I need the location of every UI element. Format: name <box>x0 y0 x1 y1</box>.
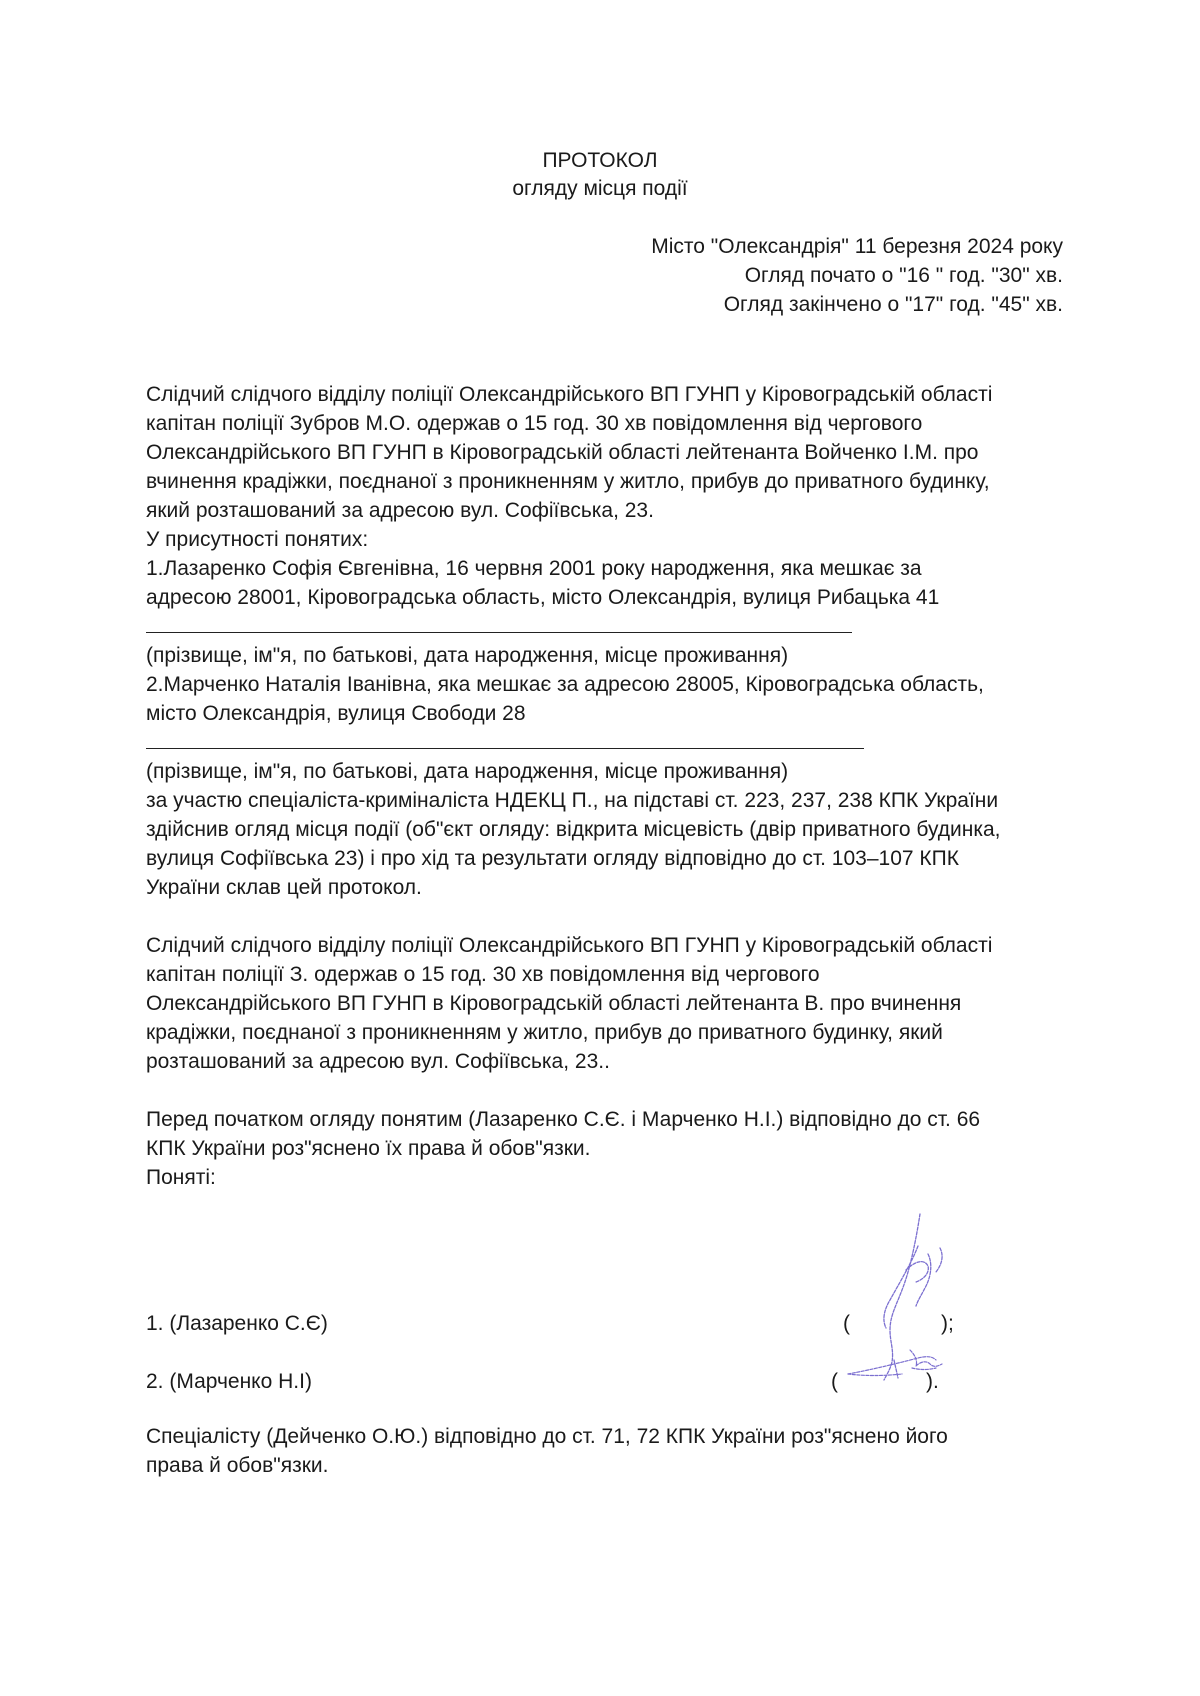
text-line: який розташований за адресою вул. Софіївська, 23. <box>146 499 654 522</box>
text-line: капітан поліції З. одержав о 15 год. 30 хв повідомлення від чергового <box>146 963 820 986</box>
underline-rule <box>146 728 1066 757</box>
end-time: Огляд закінчено о "17" год. "45" хв. <box>723 293 1063 316</box>
witnesses-label: Поняті: <box>146 1166 216 1189</box>
witness-2-line: місто Олександрія, вулиця Свободи 28 <box>146 702 526 725</box>
paragraph-specialist <box>146 1422 1066 1480</box>
field-caption-1: (прізвище, ім"я, по батькові, дата народження, місце проживання) <box>146 644 789 667</box>
handwritten-signature-icon <box>840 1340 950 1390</box>
text-line: Олександрійського ВП ГУНП в Кіровоградській області лейтенанта В. про вчинення <box>146 992 962 1015</box>
field-caption-2: (прізвище, ім"я, по батькові, дата народження, місце проживання) <box>146 760 789 783</box>
text-line: Спеціалісту (Дейченко О.Ю.) відповідно до ст. 71, 72 КПК України роз"яснено його <box>146 1425 948 1448</box>
text-line: КПК України роз"яснено їх права й обов"язки. <box>146 1137 591 1160</box>
witnesses-heading: У присутності понятих: <box>146 528 369 551</box>
text-line: за участю спеціаліста-криміналіста НДЕКЦ П., на підставі ст. 223, 237, 238 КПК України <box>146 789 999 812</box>
underline-rule <box>146 612 1066 641</box>
text-line: крадіжки, поєднаної з проникненням у житло, прибув до приватного будинку, який <box>146 1021 943 1044</box>
text-line: Слідчий слідчого відділу поліції Олександрійського ВП ГУНП у Кіровоградській області <box>146 934 993 957</box>
witness-1-line: адресою 28001, Кіровоградська область, місто Олександрія, вулиця Рибацька 41 <box>146 586 940 609</box>
signature-close: ); <box>941 1312 954 1335</box>
witness-2-line: 2.Марченко Наталія Іванівна, яка мешкає за адресою 28005, Кіровоградська область, <box>146 673 984 696</box>
protocol-meta <box>651 232 1063 319</box>
signature-close: ). <box>926 1370 939 1393</box>
signature-open: ( <box>843 1312 850 1335</box>
text-line: здійснив огляд місця події (об"єкт огляду: відкрита місцевість (двір приватного будинка, <box>146 818 1001 841</box>
text-line: Перед початком огляду понятим (Лазаренко С.Є. і Марченко Н.І.) відповідно до ст. 66 <box>146 1108 981 1131</box>
paragraph-inspection <box>146 786 1066 902</box>
text-line: капітан поліції Зубров М.О. одержав о 15 год. 30 хв повідомлення від чергового <box>146 412 923 435</box>
text-line: розташований за адресою вул. Софіївська, 23.. <box>146 1050 610 1073</box>
signature-open: ( <box>831 1370 838 1393</box>
paragraph-investigator-2 <box>146 931 1066 1076</box>
signer-name: 1. (Лазаренко С.Є) <box>146 1312 328 1335</box>
paragraph-investigator <box>146 380 1066 612</box>
document-title: ПРОТОКОЛ <box>542 149 658 172</box>
text-line: права й обов"язки. <box>146 1454 329 1477</box>
text-line: України склав цей протокол. <box>146 876 422 899</box>
text-line: Олександрійського ВП ГУНП в Кіровоградській області лейтенанта Войченко І.М. про <box>146 441 979 464</box>
paragraph-rights <box>146 1105 1066 1192</box>
place-date: Місто "Олександрія" 11 березня 2024 року <box>651 235 1063 258</box>
witness-2 <box>146 670 1066 728</box>
document-title-block <box>0 147 1200 203</box>
document-subtitle: огляду місця події <box>512 177 688 200</box>
signer-name: 2. (Марченко Н.І) <box>146 1370 312 1393</box>
text-line: вчинення крадіжки, поєднаної з проникненням у житло, прибув до приватного будинку, <box>146 470 990 493</box>
text-line: Слідчий слідчого відділу поліції Олександрійського ВП ГУНП у Кіровоградській області <box>146 383 993 406</box>
start-time: Огляд почато о "16 " год. "30" хв. <box>744 264 1063 287</box>
text-line: вулиця Софіївська 23) і про хід та результати огляду відповідно до ст. 103–107 КПК <box>146 847 959 870</box>
witness-1-line: 1.Лазаренко Софія Євгенівна, 16 червня 2001 року народження, яка мешкає за <box>146 557 922 580</box>
protocol-body <box>146 380 1066 1192</box>
